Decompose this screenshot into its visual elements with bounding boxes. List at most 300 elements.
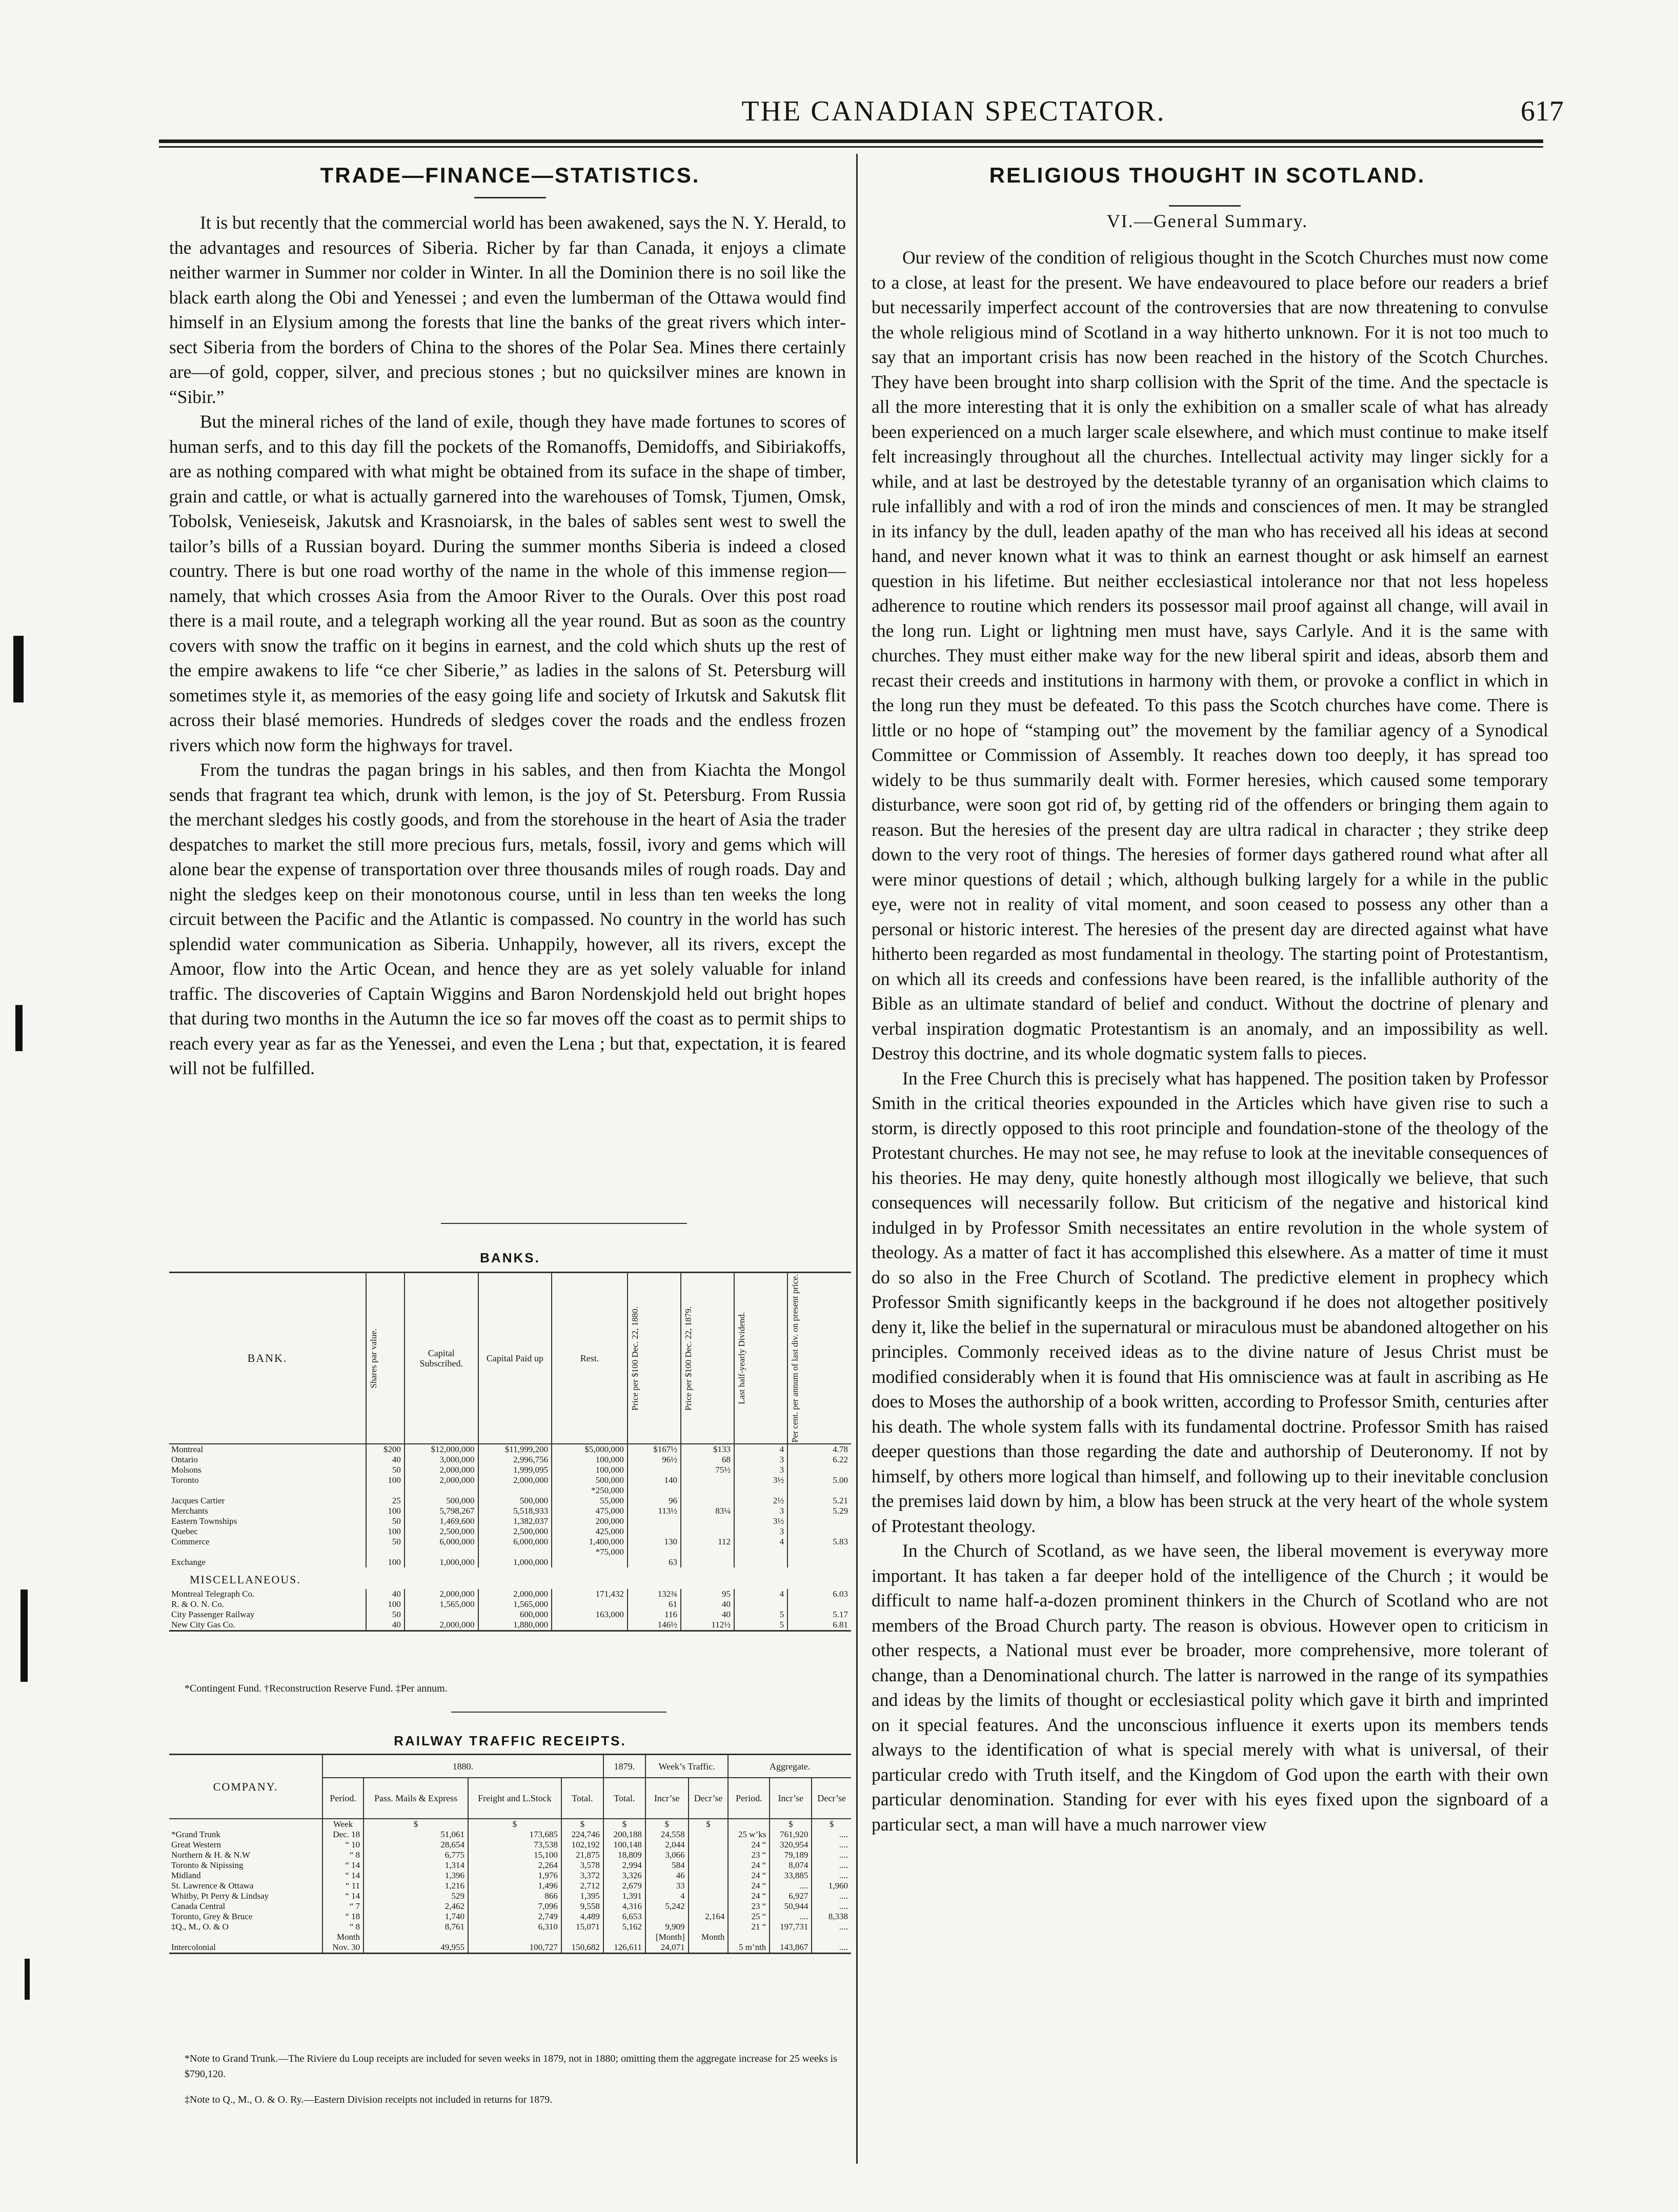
banks-cell: 200,000 — [552, 1516, 628, 1526]
banks-cell: 6,000,000 — [405, 1537, 478, 1547]
banks-table-box — [169, 1272, 851, 1632]
railway-cell: Month — [322, 1932, 363, 1942]
railway-cell: 51,061 — [363, 1829, 468, 1840]
banks-misc-cell — [405, 1610, 478, 1620]
banks-cell — [787, 1526, 851, 1537]
railway-cell — [561, 1932, 603, 1942]
railway-cell: 5,242 — [645, 1901, 689, 1912]
railway-cell — [363, 1932, 468, 1942]
railway-row — [169, 1912, 851, 1922]
banks-misc-cell: Montreal Telegraph Co. — [171, 1589, 255, 1599]
banks-cell: 96½ — [628, 1455, 681, 1465]
railway-cell: 224,746 — [561, 1829, 603, 1840]
railway-cell — [689, 1891, 729, 1901]
railway-cell: ‡Q., M., O. & O — [171, 1922, 229, 1932]
religious-paragraph: Our review of the condition of religious thought in the Scotch Churches must now come to a close, at least for the present. We have endeavoured to place before our readers a brief but necessarily imperfect account of the controversies that are now threatening to convulse the whole religious mind of Scotland in a way hitherto unknown. For it is not too much to say that an important crisis has now been reached in the history of the Scotch Churches. They have been brought into sharp collision with the Sprit of the time. And the spectacle is all the more interesting that it is only the exhibition on a smaller scale of what has already been experienced on a much larger scale elsewhere, and which must continue to make itself felt increasingly throughout all the churches. Intellectual activity may linger sickly for a while, and at last be destroyed by the detestable tyranny of an organisation which claims to rule infallibly and with a rod of iron the minds and consciences of men. It may be strangled in its infancy by the dull, leaden apathy of the man who has received all his ideas at second hand, and never known what it was to think an earnest thought or ask himself an earnest question in his lifetime. But neither ecclesiastical intolerance nor that not less hopeless adherence to routine which renders its possessor mail proof against all change, will avail in the long run. Light or lightning men must have, says Carlyle. And it is the same with churches. They must either make way for the new liberal spirit and ideas, absorb them and recast their creeds and institutions in harmony with them, or provoke a conflict in which in the long run they must be defeated. To this pass the Scotch churches have come. There is little or no hope of “stamping out” the movement by the familiar agency of a Synodical Committee or Commission of Assembly. It reaches down too deeply, it has spread too widely to be thus summarily dealt with. Former heresies, which caused some temporary disturbance, were soon got rid of, by getting rid of the offenders or bringing them again to reason. But the heresies of the present day are ultra radical in character ; they strike deep down to the very root of things. The heresies of former days gathered round what after all were minor questions of detail ; which, although bulking largely for a while in the public eye, were not in reality of vital moment, and soon ceased to possess any other than a personal or historic interest. The heresies of the present day are directed against what have hitherto been regarded as most fundamental in theology. The starting point of Protestantism, on which all its creeds and confessions have been reared, is the infallible authority of the Bible as an ultimate standard of belief and conduct. Without the doctrine of plenary and verbal inspiration dogmatic Protestantism is an anomaly, and an impossibility as well. Destroy this doctrine, and its whole dogmatic system falls to pieces. — [872, 247, 1548, 1063]
railway-note-grand-trunk: *Note to Grand Trunk.—The Riviere du Loup receipts are included for seven weeks in 1879, not in 1880; omitting them the aggregate increase for 25 weeks is $790,120. — [185, 2053, 838, 2080]
railway-row — [169, 1829, 851, 1840]
banks-cell: 100 — [366, 1526, 405, 1537]
banks-cell: 6,000,000 — [478, 1537, 552, 1547]
railway-cell: 584 — [645, 1860, 689, 1871]
banks-cell — [787, 1465, 851, 1475]
banks-misc-cell — [734, 1599, 787, 1610]
railway-row — [169, 1922, 851, 1932]
railway-cell: 9,558 — [561, 1901, 603, 1912]
banks-cell: 2,000,000 — [478, 1475, 552, 1485]
banks-row — [169, 1485, 851, 1496]
railway-cell: “ 14 — [322, 1891, 363, 1901]
railway-cell: 6,310 — [468, 1922, 561, 1932]
railway-cell: 4,316 — [603, 1901, 645, 1912]
railway-cell: “ 14 — [322, 1871, 363, 1881]
banks-row — [169, 1496, 851, 1506]
heading-rule — [474, 197, 546, 198]
banks-cell: Commerce — [171, 1537, 210, 1547]
railway-cell: 24 “ — [728, 1860, 770, 1871]
banks-footnote: *Contingent Fund. †Reconstruction Reserve Fund. ‡Per annum. — [185, 1683, 448, 1694]
banks-cell: 100 — [366, 1506, 405, 1516]
banks-cell: Jacques Cartier — [171, 1496, 225, 1506]
banks-cell: 2,500,000 — [478, 1526, 552, 1537]
banks-cell — [681, 1496, 734, 1506]
banks-cell: Exchange — [171, 1557, 206, 1567]
heading-rule — [1169, 205, 1241, 207]
railway-cell: Intercolonial — [171, 1942, 216, 1952]
banks-cell: 4.78 — [787, 1444, 851, 1455]
railway-cell: 15,071 — [561, 1922, 603, 1932]
banks-cell — [734, 1547, 787, 1557]
banks-cell — [681, 1475, 734, 1485]
railway-unit-cell — [169, 1819, 322, 1829]
railway-cell — [812, 1932, 851, 1942]
railway-cell — [689, 1860, 729, 1871]
railway-col-header: Pass. Mails & Express — [363, 1778, 468, 1819]
railway-col-header: Decr’se — [812, 1778, 851, 1819]
banks-cell: 68 — [681, 1455, 734, 1465]
banks-misc-cell: 146½ — [628, 1620, 681, 1630]
banks-col-header: Rest. — [552, 1273, 628, 1444]
railway-cell: .... — [812, 1901, 851, 1912]
railway-col-header: Period. — [728, 1778, 770, 1819]
banks-row — [169, 1475, 851, 1485]
railway-cell: 1,976 — [468, 1871, 561, 1881]
railway-row — [169, 1942, 851, 1953]
railway-cell: 4,489 — [561, 1912, 603, 1922]
banks-cell — [787, 1547, 851, 1557]
banks-misc-cell: 40 — [366, 1620, 405, 1630]
banks-row — [169, 1455, 851, 1465]
banks-cell: 100 — [366, 1475, 405, 1485]
railway-cell: 9,909 — [645, 1922, 689, 1932]
railway-cell: 150,682 — [561, 1942, 603, 1953]
railway-row — [169, 1881, 851, 1891]
banks-cell: 4 — [734, 1537, 787, 1547]
railway-cell: 1,314 — [363, 1860, 468, 1871]
banks-cell — [366, 1485, 405, 1496]
banks-misc-row — [169, 1620, 851, 1630]
trade-paragraph: It is but recently that the commercial world has been awakened, says the N. Y. Herald, to the advantages and resources of Siberia. Richer by far than Canada, it enjoys a climate neither warmer in Summer nor colder in Winter. In all the Dominion there is no soil like the black earth along the Obi and Yenessei ; and even the lumberman of the Ottawa would find himself in an Elysium among the forests that line the banks of the great rivers which intersect Siberia from the borders of China to the shores of the Polar Sea. Mines there certainly are—of gold, copper, silver, and precious stones ; but no quicksilver mines are known in “Sibir.” — [169, 212, 846, 407]
banks-misc-cell: 6.03 — [787, 1589, 851, 1599]
banks-cell — [787, 1557, 851, 1567]
banks-cell: $11,999,200 — [478, 1444, 552, 1455]
railway-cell: 529 — [363, 1891, 468, 1901]
railway-cell: 126,611 — [603, 1942, 645, 1953]
railway-cell: 6,927 — [770, 1891, 812, 1901]
banks-col-header: BANK. — [169, 1273, 366, 1444]
religious-subheading: VI.—General Summary. — [1106, 211, 1308, 231]
railway-cell: 79,189 — [770, 1850, 812, 1860]
railway-row — [169, 1932, 851, 1942]
banks-misc-cell: City Passenger Railway — [171, 1610, 255, 1620]
railway-cell: 24,071 — [645, 1942, 689, 1953]
banks-row — [169, 1557, 851, 1567]
banks-cell — [734, 1485, 787, 1496]
banks-misc-cell: 4 — [734, 1589, 787, 1599]
railway-unit-cell: $ — [770, 1819, 812, 1829]
banks-cell — [628, 1547, 681, 1557]
railway-unit-cell: $ — [363, 1819, 468, 1829]
banks-cell: 100,000 — [552, 1455, 628, 1465]
banks-misc-title: MISCELLANEOUS. — [190, 1573, 301, 1586]
banks-cell: 3 — [734, 1455, 787, 1465]
railway-cell: 3,372 — [561, 1871, 603, 1881]
banks-cell: 1,400,000 — [552, 1537, 628, 1547]
railway-cell: 8,761 — [363, 1922, 468, 1932]
railway-cell: 24,558 — [645, 1829, 689, 1840]
railway-row — [169, 1891, 851, 1901]
banks-cell: Eastern Townships — [171, 1516, 237, 1526]
railway-cell: 2,462 — [363, 1901, 468, 1912]
railway-unit-cell: $ — [603, 1819, 645, 1829]
banks-col-header: Last half-yearly Dividend. — [737, 1312, 747, 1405]
railway-cell: .... — [812, 1871, 851, 1881]
religious-article — [872, 245, 1548, 1837]
railway-cell: 3,066 — [645, 1850, 689, 1860]
railway-group-header: 1879. — [603, 1755, 645, 1778]
railway-unit-cell — [728, 1819, 770, 1829]
railway-col-header: Freight and L.Stock — [468, 1778, 561, 1819]
railway-cell: 761,920 — [770, 1829, 812, 1840]
banks-misc-cell: 2,000,000 — [478, 1589, 552, 1599]
railway-cell: Nov. 30 — [322, 1942, 363, 1953]
railway-cell: 1,960 — [812, 1881, 851, 1891]
banks-cell: 500,000 — [552, 1475, 628, 1485]
railway-cell: 3,326 — [603, 1871, 645, 1881]
railway-cell: 23 “ — [728, 1901, 770, 1912]
banks-misc-row — [169, 1610, 851, 1620]
railway-cell: 320,954 — [770, 1840, 812, 1850]
railway-col-header: Total. — [603, 1778, 645, 1819]
railway-cell: 2,164 — [689, 1912, 729, 1922]
banks-cell: 83¼ — [681, 1506, 734, 1516]
banks-cell — [681, 1485, 734, 1496]
banks-cell: 2,500,000 — [405, 1526, 478, 1537]
banks-cell: $12,000,000 — [405, 1444, 478, 1455]
railway-cell: [Month] — [645, 1932, 689, 1942]
article-end-rule — [441, 1223, 687, 1224]
banks-cell: 500,000 — [405, 1496, 478, 1506]
railway-col-header: Period. — [322, 1778, 363, 1819]
scan-mark — [15, 1005, 23, 1051]
banks-col-header: Per cent. per annum of last div. on present price. — [790, 1274, 800, 1443]
trade-paragraph: From the tundras the pagan brings in his sables, and then from Kiachta the Mongol sends that fragrant tea which, drunk with lemon, is the joy of St. Petersburg. From Russia the merchant sledges his costly goods, and from the storehouse in the heart of Asia the trader despatches to market the still more precious furs, metals, fossil, ivory and gems which will alone bear the expense of transportation over three thousands miles of rough roads. Day and night the sledges keep on their monotonous course, until in less than ten weeks the long circuit between the Pacific and the Atlantic is compassed. No country in the world has such splendid water communication as Siberia. Unhappily, however, all its rivers, except the Amoor, flow into the Artic Ocean, and hence they are as yet solely valuable for inland traffic. The discoveries of Captain Wiggins and Baron Nordenskjold held out bright hopes that during two months in the Autumn the ice so far moves off the coast as to permit ships to reach every year as far as the Yenessei, and even the Lena ; but that, expectation, it is feared will not be fulfilled. — [169, 759, 846, 1078]
banks-misc-row — [169, 1589, 851, 1599]
scan-mark — [21, 1590, 28, 1682]
railway-cell: Northern & H. & N.W — [171, 1850, 250, 1860]
railway-col-header: Incr’se — [770, 1778, 812, 1819]
banks-cell — [405, 1547, 478, 1557]
railway-cell: 200,188 — [603, 1829, 645, 1840]
banks-cell — [628, 1516, 681, 1526]
banks-cell: 2½ — [734, 1496, 787, 1506]
railway-table-title: RAILWAY TRAFFIC RECEIPTS. — [394, 1733, 626, 1748]
railway-cell: 5 m’nth — [728, 1942, 770, 1953]
banks-cell: 96 — [628, 1496, 681, 1506]
railway-cell: 866 — [468, 1891, 561, 1901]
banks-col-header: Shares par value. — [369, 1328, 378, 1389]
banks-row — [169, 1516, 851, 1526]
railway-cell: 73,538 — [468, 1840, 561, 1850]
railway-row — [169, 1901, 851, 1912]
banks-cell: 5.83 — [787, 1537, 851, 1547]
banks-cell — [552, 1557, 628, 1567]
banks-cell: 5,518,933 — [478, 1506, 552, 1516]
banks-cell: 50 — [366, 1516, 405, 1526]
trade-heading: TRADE—FINANCE—STATISTICS. — [320, 163, 700, 187]
banks-cell: 5.29 — [787, 1506, 851, 1516]
railway-row — [169, 1850, 851, 1860]
banks-misc-cell: 2,000,000 — [405, 1620, 478, 1630]
banks-misc-cell: 2,000,000 — [405, 1589, 478, 1599]
railway-cell: 50,944 — [770, 1901, 812, 1912]
railway-cell: 1,391 — [603, 1891, 645, 1901]
railway-cell: 2,679 — [603, 1881, 645, 1891]
banks-cell — [478, 1547, 552, 1557]
railway-cell: 46 — [645, 1871, 689, 1881]
railway-cell: .... — [812, 1942, 851, 1953]
railway-cell: .... — [812, 1860, 851, 1871]
banks-cell — [169, 1485, 366, 1496]
scan-mark — [25, 1959, 30, 2000]
banks-misc-cell: 132¾ — [628, 1589, 681, 1599]
railway-cell: 15,100 — [468, 1850, 561, 1860]
railway-cell: 25 “ — [728, 1912, 770, 1922]
railway-table — [169, 1755, 851, 1953]
railway-cell: 25 w’ks — [728, 1829, 770, 1840]
banks-misc-cell: 40 — [681, 1610, 734, 1620]
banks-cell: 25 — [366, 1496, 405, 1506]
railway-cell: 2,712 — [561, 1881, 603, 1891]
railway-unit-cell: $ — [689, 1819, 729, 1829]
railway-cell: 100,148 — [603, 1840, 645, 1850]
banks-cell: 2,000,000 — [405, 1475, 478, 1485]
banks-cell: 75½ — [681, 1465, 734, 1475]
banks-misc-cell: 1,565,000 — [405, 1599, 478, 1610]
banks-cell: 100,000 — [552, 1465, 628, 1475]
railway-cell: “ 11 — [322, 1881, 363, 1891]
railway-cell: Month — [689, 1932, 729, 1942]
railway-cell: 1,396 — [363, 1871, 468, 1881]
railway-cell: .... — [770, 1912, 812, 1922]
banks-row — [169, 1526, 851, 1537]
railway-col-header: Total. — [561, 1778, 603, 1819]
banks-row — [169, 1444, 851, 1455]
banks-cell: 40 — [366, 1455, 405, 1465]
banks-cell: $200 — [366, 1444, 405, 1455]
banks-cell: 5,798,267 — [405, 1506, 478, 1516]
trade-article — [169, 210, 846, 1081]
railway-unit-cell: $ — [812, 1819, 851, 1829]
banks-cell — [169, 1547, 366, 1557]
railway-cell: Dec. 18 — [322, 1829, 363, 1840]
banks-cell — [628, 1485, 681, 1496]
railway-cell — [468, 1932, 561, 1942]
banks-cell: 50 — [366, 1537, 405, 1547]
railway-cell: 2,994 — [603, 1860, 645, 1871]
banks-misc-cell — [552, 1620, 628, 1630]
railway-row — [169, 1871, 851, 1881]
banks-cell — [478, 1485, 552, 1496]
railway-cell: 100,727 — [468, 1942, 561, 1953]
railway-cell — [689, 1840, 729, 1850]
banks-cell: *250,000 — [552, 1485, 628, 1496]
railway-cell — [689, 1901, 729, 1912]
railway-cell — [689, 1850, 729, 1860]
banks-table — [169, 1273, 851, 1630]
banks-col-header: Capital Subscribed. — [405, 1273, 478, 1444]
railway-cell: Whitby, Pt Perry & Lindsay — [171, 1891, 269, 1901]
banks-cell — [787, 1485, 851, 1496]
banks-misc-cell: 600,000 — [478, 1610, 552, 1620]
railway-cell: “ 18 — [322, 1912, 363, 1922]
banks-cell: 55,000 — [552, 1496, 628, 1506]
railway-cell: .... — [812, 1922, 851, 1932]
banks-misc-cell: 40 — [681, 1599, 734, 1610]
religious-paragraph: In the Church of Scotland, as we have seen, the liberal movement is everyway more important. It has taken a far deeper hold of the intelligence of the Church ; it would be difficult to name half-a-dozen prominent thinkers in the Church of Scotland who are not members of the Broad Church party. The reason is obvious. However open to criticism in other respects, a National must ever be broader, more comprehensive, more tolerant of change, than a Denominational church. The latter is narrowed in the range of its sympathies and ideas by the limits of thought or ecclesiastical polity which gave it birth and imprinted on it special features. And the unconscious influence it exerts upon its members tends always to the identification of what is special merely with what is universal, of their particular credo with Truth itself, and the Kingdom of God upon the earth with their own particular denomination. Standing for ever with his eyes fixed upon the signboard of a particular sect, a man will have a much narrower view — [872, 1540, 1548, 1835]
railway-cell: 8,338 — [812, 1912, 851, 1922]
banks-row — [169, 1537, 851, 1547]
railway-cell: Canada Central — [171, 1901, 226, 1911]
railway-cell: .... — [812, 1891, 851, 1901]
railway-cell: 33,885 — [770, 1871, 812, 1881]
railway-cell — [689, 1942, 729, 1953]
banks-misc-cell: 116 — [628, 1610, 681, 1620]
banks-cell: 500,000 — [478, 1496, 552, 1506]
banks-cell: 63 — [628, 1557, 681, 1567]
masthead-rule-thin — [159, 146, 1543, 148]
banks-cell: 425,000 — [552, 1526, 628, 1537]
banks-misc-cell: 50 — [366, 1610, 405, 1620]
railway-col-header: COMPANY. — [169, 1755, 322, 1819]
railway-units-row — [169, 1819, 851, 1829]
railway-unit-cell: $ — [468, 1819, 561, 1829]
railway-cell — [689, 1871, 729, 1881]
railway-cell: 6,653 — [603, 1912, 645, 1922]
railway-cell: 1,740 — [363, 1912, 468, 1922]
banks-cell: 1,000,000 — [478, 1557, 552, 1567]
banks-cell: $133 — [681, 1444, 734, 1455]
railway-group-header: 1880. — [322, 1755, 603, 1778]
banks-cell — [787, 1516, 851, 1526]
railway-cell: 33 — [645, 1881, 689, 1891]
railway-cell: 23 “ — [728, 1850, 770, 1860]
railway-cell: .... — [812, 1840, 851, 1850]
banks-cell: 2,000,000 — [405, 1465, 478, 1475]
column-divider — [856, 154, 858, 2164]
banks-misc-cell: New City Gas Co. — [171, 1620, 235, 1630]
banks-misc-cell: 112½ — [681, 1620, 734, 1630]
banks-misc-cell: 5.17 — [787, 1610, 851, 1620]
scan-mark — [13, 636, 24, 702]
railway-cell: 24 “ — [728, 1881, 770, 1891]
banks-misc-cell: 40 — [366, 1589, 405, 1599]
railway-cell: Great Western — [171, 1840, 221, 1849]
railway-cell: St. Lawrence & Ottawa — [171, 1881, 254, 1891]
railway-row — [169, 1860, 851, 1871]
railway-cell — [689, 1829, 729, 1840]
railway-cell — [603, 1932, 645, 1942]
railway-cell: 21,875 — [561, 1850, 603, 1860]
banks-row — [169, 1506, 851, 1516]
banks-cell — [628, 1465, 681, 1475]
banks-misc-cell: 163,000 — [552, 1610, 628, 1620]
banks-misc-title-row — [169, 1567, 851, 1589]
banks-misc-cell: 1,565,000 — [478, 1599, 552, 1610]
railway-cell: 18,809 — [603, 1850, 645, 1860]
railway-cell: “ 10 — [322, 1840, 363, 1850]
banks-cell: Toronto — [171, 1475, 199, 1485]
banks-cell — [681, 1557, 734, 1567]
railway-cell: 1,496 — [468, 1881, 561, 1891]
railway-cell: .... — [770, 1881, 812, 1891]
railway-cell: 2,749 — [468, 1912, 561, 1922]
banks-misc-cell — [552, 1599, 628, 1610]
railway-unit-cell: $ — [561, 1819, 603, 1829]
banks-cell — [405, 1485, 478, 1496]
railway-cell: 3,578 — [561, 1860, 603, 1871]
banks-col-header: Capital Paid up — [478, 1273, 552, 1444]
railway-cell: “ 14 — [322, 1860, 363, 1871]
railway-cell: “ 8 — [322, 1850, 363, 1860]
banks-cell: 5.21 — [787, 1496, 851, 1506]
railway-cell: 24 “ — [728, 1840, 770, 1850]
banks-cell — [734, 1557, 787, 1567]
banks-misc-cell: R. & O. N. Co. — [171, 1599, 224, 1610]
railway-unit-cell: Week — [322, 1819, 363, 1829]
railway-table-box — [169, 1754, 851, 1954]
religious-heading: RELIGIOUS THOUGHT IN SCOTLAND. — [989, 163, 1426, 187]
railway-cell: 143,867 — [770, 1942, 812, 1953]
railway-cell: 2,264 — [468, 1860, 561, 1871]
railway-cell: 5,162 — [603, 1922, 645, 1932]
masthead-rule — [159, 139, 1543, 143]
banks-col-header: Price per $100 Dec. 22, 1879. — [683, 1306, 693, 1411]
railway-cell: 49,955 — [363, 1942, 468, 1953]
banks-cell: 475,000 — [552, 1506, 628, 1516]
banks-table-title: BANKS. — [480, 1250, 540, 1265]
banks-cell: 113½ — [628, 1506, 681, 1516]
railway-cell: 8,074 — [770, 1860, 812, 1871]
railway-cell: “ 8 — [322, 1922, 363, 1932]
railway-cell: 102,192 — [561, 1840, 603, 1850]
banks-cell: 2,996,756 — [478, 1455, 552, 1465]
railway-group-header: Aggregate. — [728, 1755, 851, 1778]
banks-cell: 3 — [734, 1465, 787, 1475]
table-separator — [451, 1712, 666, 1713]
banks-cell: 50 — [366, 1465, 405, 1475]
railway-cell: Midland — [171, 1871, 201, 1880]
railway-cell: Toronto, Grey & Bruce — [171, 1912, 253, 1921]
